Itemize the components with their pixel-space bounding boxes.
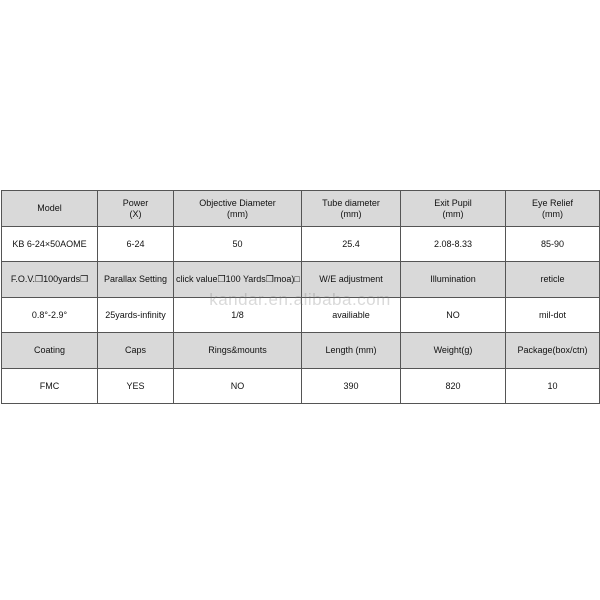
- cell-text: 6-24: [126, 238, 145, 249]
- cell-text: Illumination: [430, 274, 476, 284]
- cell-text: 85-90: [540, 238, 565, 249]
- cell-text: Length (mm): [325, 345, 377, 355]
- cell-text: (mm): [542, 208, 563, 219]
- table-header-cell: [2, 262, 98, 298]
- table-header-cell: [2, 191, 98, 227]
- cell-text: reticle: [540, 274, 565, 284]
- cell-text: Model: [37, 203, 62, 213]
- table-cell: [98, 369, 174, 404]
- table-value-row: [2, 298, 600, 333]
- cell-text: KB 6-24×50AOME: [12, 238, 87, 249]
- table-cell: [302, 369, 401, 404]
- table-header-cell: [174, 333, 302, 369]
- table-cell: [506, 227, 600, 262]
- cell-text: (X): [129, 208, 142, 219]
- cell-text: Objective Diameter: [199, 197, 276, 208]
- cell-text: (mm): [442, 208, 464, 219]
- table-cell: [2, 298, 98, 333]
- table-cell: [2, 369, 98, 404]
- cell-text: Eye Relief: [531, 197, 574, 208]
- cell-text: 25.4: [342, 238, 360, 249]
- cell-text: Power: [122, 197, 149, 208]
- cell-text: Caps: [124, 345, 146, 355]
- table-header-cell: [2, 333, 98, 369]
- table-header-row: [2, 191, 600, 227]
- table-header-cell: [506, 333, 600, 369]
- table-cell: [401, 369, 506, 404]
- table-cell: [174, 369, 302, 404]
- table-header-cell: [401, 262, 506, 298]
- cell-text: availiable: [332, 309, 370, 320]
- table-value-row: [2, 369, 600, 404]
- cell-text: Parallax Setting: [103, 274, 168, 284]
- cell-text: 10: [547, 380, 558, 391]
- cell-text: NO: [230, 380, 245, 391]
- table-cell: [506, 298, 600, 333]
- cell-text: NO: [446, 309, 460, 320]
- cell-text: Exit Pupil: [434, 197, 472, 208]
- table-cell: [302, 298, 401, 333]
- table-header-cell: [302, 333, 401, 369]
- cell-text: 25yards-infinity: [105, 309, 166, 320]
- cell-text: 390: [343, 380, 359, 391]
- cell-text: click value❒100 Yards❒moa)□: [176, 274, 300, 284]
- table-cell: [98, 298, 174, 333]
- cell-text: Rings&mounts: [208, 345, 267, 355]
- table-header-cell: [506, 262, 600, 298]
- table-header-cell: [401, 333, 506, 369]
- table-header-cell: [174, 191, 302, 227]
- table-header-cell: [401, 191, 506, 227]
- table-header-cell: [98, 191, 174, 227]
- cell-text: F.O.V.❒100yards❒: [10, 274, 89, 284]
- table-cell: [401, 227, 506, 262]
- table-header-cell: [174, 262, 302, 298]
- table-header-row: [2, 333, 600, 369]
- cell-text: Coating: [33, 345, 66, 355]
- spec-table: [1, 190, 600, 404]
- table-value-row: [2, 227, 600, 262]
- cell-text: YES: [126, 380, 145, 391]
- cell-text: 1/8: [231, 309, 244, 320]
- table-cell: [401, 298, 506, 333]
- cell-text: 820: [445, 380, 461, 391]
- cell-text: W/E adjustment: [319, 274, 383, 284]
- table-cell: [174, 298, 302, 333]
- table-header-cell: [98, 262, 174, 298]
- cell-text: Package(box/ctn): [517, 345, 588, 355]
- table-cell: [98, 227, 174, 262]
- cell-text: mil-dot: [538, 309, 566, 320]
- watermark: kandar.en.alibaba.com: [209, 290, 391, 309]
- cell-text: FMC: [39, 380, 60, 391]
- cell-text: 2.08-8.33: [433, 238, 473, 249]
- table-header-cell: [506, 191, 600, 227]
- table-cell: [506, 369, 600, 404]
- cell-text: 0.8°-2.9°: [31, 309, 68, 320]
- table-header-row: [2, 262, 600, 298]
- cell-text: (mm): [340, 208, 362, 219]
- table-cell: [2, 227, 98, 262]
- cell-text: (mm): [227, 208, 248, 219]
- table-header-cell: [98, 333, 174, 369]
- table-cell: [174, 227, 302, 262]
- table-cell: [302, 227, 401, 262]
- cell-text: Weight(g): [433, 345, 473, 355]
- cell-text: Tube diameter: [322, 197, 380, 208]
- cell-text: 50: [232, 238, 243, 249]
- table-header-cell: [302, 191, 401, 227]
- table-header-cell: [302, 262, 401, 298]
